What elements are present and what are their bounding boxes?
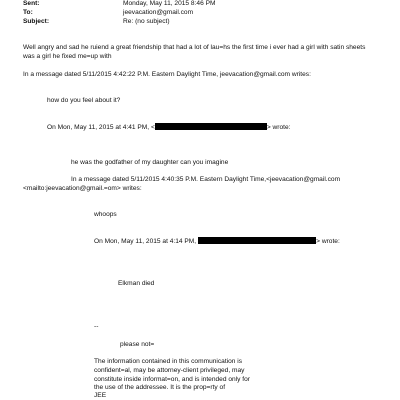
on-wrote-2-prefix: On Mon, May 11, 2015 at 4:14 PM, bbox=[94, 238, 197, 245]
quote-intro-2-line-1: In a message dated 5/11/2015 4:40:35 P.M. Eastern Daylight Time,<jeevacation@gmail.com bbox=[71, 176, 341, 183]
subject-label: Subject: bbox=[23, 18, 50, 25]
disclaimer-line-1: The information contained in this communication is bbox=[94, 358, 243, 365]
disclaimer-line-4: the use of the addressee. It is the prop=rty of bbox=[94, 384, 226, 391]
elkman-text: Elkman died bbox=[118, 280, 155, 287]
disclaimer-line-5: JEE bbox=[94, 392, 107, 399]
subject-value: Re: (no subject) bbox=[123, 18, 170, 25]
quote-intro-1: In a message dated 5/11/2015 4:42:22 P.M. Eastern Daylight Time, jeevacation@gmail.com writes: bbox=[23, 71, 311, 78]
on-wrote-2-suffix: > wrote: bbox=[316, 238, 340, 245]
disclaimer-line-3: constitute inside informat=on, and is intended only for bbox=[94, 376, 250, 383]
redaction-box bbox=[155, 123, 267, 130]
quote-intro-2-line-2: <mailto:jeevacation@gmail.=om> writes: bbox=[23, 185, 142, 192]
on-wrote-1-prefix: On Mon, May 11, 2015 at 4:41 PM, < bbox=[47, 124, 155, 131]
godfather-text: he was the godfather of my daughter can you imagine bbox=[71, 159, 229, 166]
on-wrote-line-2 bbox=[94, 237, 340, 246]
whoops-text: whoops bbox=[94, 211, 117, 218]
sent-row bbox=[23, 0, 383, 8]
body-paragraph-line-2: was a girl he fixed me=up with bbox=[23, 53, 112, 60]
subject-row bbox=[23, 18, 383, 26]
body-paragraph-line-1: Well angry and sad he ruiend a great friendship that had a lot of lau=hs the first time i ever had a girl with satin sheets bbox=[23, 44, 366, 51]
on-wrote-line-1 bbox=[47, 123, 290, 132]
redaction-box bbox=[198, 237, 316, 244]
please-note-text: please not= bbox=[120, 341, 155, 348]
sent-label: Sent: bbox=[23, 0, 40, 7]
on-wrote-1-suffix: > wrote: bbox=[266, 124, 291, 131]
to-row bbox=[23, 9, 383, 17]
question-text: how do you feel about it? bbox=[47, 97, 121, 104]
sent-value: Monday, May 11, 2015 8:46 PM bbox=[123, 0, 216, 7]
disclaimer-line-2: confident=al, may be attorney-client privileged, may bbox=[94, 367, 245, 374]
to-label: To: bbox=[23, 9, 33, 16]
to-value: jeevacation@gmail.com bbox=[123, 9, 194, 16]
dash-separator: -- bbox=[94, 323, 99, 330]
